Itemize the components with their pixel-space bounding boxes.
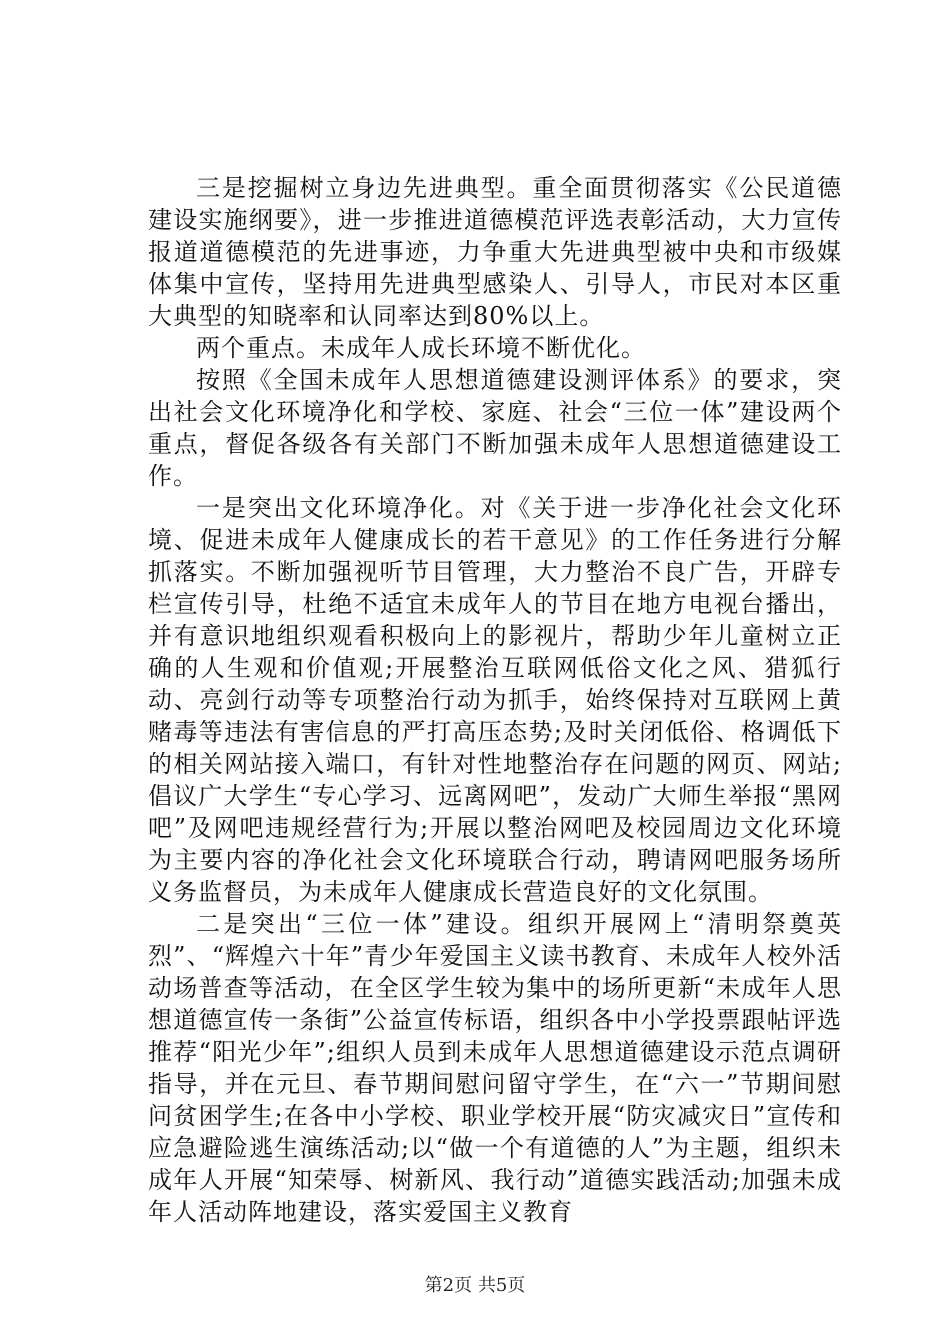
page-number-footer: 第2页 共5页 [424, 1275, 526, 1296]
paragraph-advanced-models: 三是挖掘树立身边先进典型。重全面贯彻落实《公民道德建设实施纲要》，进一步推进道德模范评选表彰活动，大力宣传报道道德模范的先进事迹，力争重大先进典型被中央和市级媒体集中宣传，坚持用先进典型感染人、引导人，市民对本区重大典型的知晓率和认同率达到80%以上。 [148, 174, 842, 330]
document-body [148, 172, 842, 1228]
paragraph-two-focuses-heading: 两个重点。未成年人成长环境不断优化。 [196, 334, 646, 362]
paragraph-evaluation-system: 按照《全国未成年人思想道德建设测评体系》的要求，突出社会文化环境净化和学校、家庭、社会“三位一体”建设两个重点，督促各级各有关部门不断加强未成年人思想道德建设工作。 [148, 366, 842, 490]
paragraph-cultural-environment: 一是突出文化环境净化。对《关于进一步净化社会文化环境、促进未成年人健康成长的若干意见》的工作任务进行分解抓落实。不断加强视听节目管理，大力整治不良广告，开辟专栏宣传引导，杜绝不适宜未成年人的节目在地方电视台播出，并有意识地组织观看积极向上的影视片，帮助少年儿童树立正确的人生观和价值观;开展整治互联网低俗文化之风、猎狐行动、亮剑行动等专项整治行动为抓手，始终保持对互联网上黄赌毒等违法有害信息的严打高压态势;及时关闭低俗、格调低下的相关网站接入端口，有针对性地整治存在问题的网页、网站;倡议广大学生“专心学习、远离网吧”，发动广大师生举报“黑网吧”及网吧违规经营行为;开展以整治网吧及校园周边文化环境为主要内容的净化社会文化环境联合行动，聘请网吧服务场所义务监督员，为未成年人健康成长营造良好的文化氛围。 [148, 494, 842, 906]
paragraph-three-in-one: 二是突出“三位一体”建设。组织开展网上“清明祭奠英烈”、“辉煌六十年”青少年爱国主义读书教育、未成年人校外活动场普查等活动，在全区学生较为集中的场所更新“未成年人思想道德宣传一条街”公益宣传标语，组织各中小学投票跟帖评选推荐“阳光少年”;组织人员到未成年人思想道德建设示范点调研指导，并在元旦、春节期间慰问留守学生，在“六一”节期间慰问贫困学生;在各中小学校、职业学校开展“防灾减灾日”宣传和应急避险逃生演练活动;以“做一个有道德的人”为主题，组织未成年人开展“知荣辱、树新风、我行动”道德实践活动;加强未成年人活动阵地建设，落实爱国主义教育 [148, 910, 842, 1226]
